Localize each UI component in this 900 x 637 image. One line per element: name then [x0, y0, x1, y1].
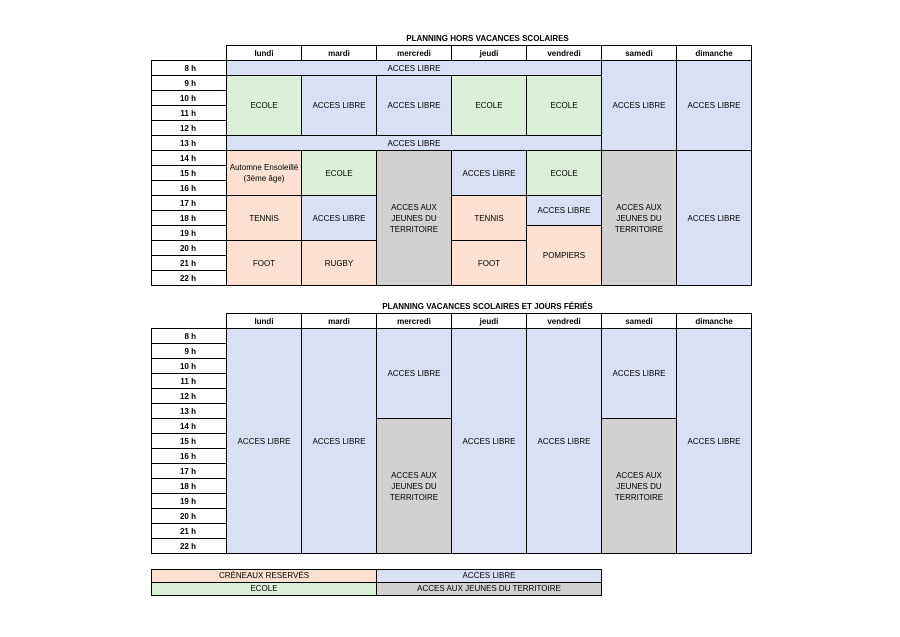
slot-acces-libre: ACCES LIBRE	[227, 61, 602, 76]
day-header-jeudi: jeudi	[452, 314, 527, 329]
hour-label: 14 h	[152, 419, 227, 434]
slot-acces-libre: ACCES LIBRE	[677, 61, 752, 151]
hour-label: 10 h	[152, 91, 227, 106]
slot-reserve: FOOT	[227, 241, 302, 286]
slot-acces-jeunes: ACCES AUX JEUNES DU TERRITOIRE	[602, 151, 677, 286]
hour-label: 12 h	[152, 389, 227, 404]
slot-reserve: RUGBY	[302, 241, 377, 286]
slot-acces-libre: ACCES LIBRE	[377, 76, 452, 136]
hour-label: 11 h	[152, 106, 227, 121]
day-header-dimanche: dimanche	[677, 314, 752, 329]
day-header-mardi: mardi	[302, 314, 377, 329]
day-header-mardi: mardi	[302, 46, 377, 61]
legend	[151, 569, 602, 596]
hour-label: 13 h	[152, 404, 227, 419]
day-header-mercredi: mercredi	[377, 314, 452, 329]
slot-acces-libre: ACCES LIBRE	[452, 329, 527, 554]
slot-acces-libre: ACCES LIBRE	[377, 329, 452, 419]
schedule-hors-vacances	[151, 45, 752, 286]
slot-acces-libre: ACCES LIBRE	[602, 329, 677, 419]
hour-label: 20 h	[152, 509, 227, 524]
slot-reserve: TENNIS	[227, 196, 302, 241]
hour-label: 20 h	[152, 241, 227, 256]
day-header-samedi: samedi	[602, 46, 677, 61]
legend-acces-jeunes: ACCES AUX JEUNES DU TERRITOIRE	[377, 583, 602, 596]
slot-ecole: ECOLE	[227, 76, 302, 136]
title-vacances: PLANNING VACANCES SCOLAIRES ET JOURS FÉRIÉS	[382, 302, 593, 311]
slot-ecole: ECOLE	[302, 151, 377, 196]
legend-ecole: ECOLE	[152, 583, 377, 596]
slot-acces-libre: ACCES LIBRE	[527, 329, 602, 554]
hour-label: 8 h	[152, 61, 227, 76]
day-header-jeudi: jeudi	[452, 46, 527, 61]
hour-label: 19 h	[152, 494, 227, 509]
hour-label: 13 h	[152, 136, 227, 151]
hour-label: 21 h	[152, 524, 227, 539]
slot-ecole: ECOLE	[527, 151, 602, 196]
day-header-lundi: lundi	[227, 46, 302, 61]
slot-reserve: TENNIS	[452, 196, 527, 241]
slot-ecole: ECOLE	[452, 76, 527, 136]
legend-creneaux-reserves: CRÉNEAUX RESERVÉS	[152, 570, 377, 583]
day-header-vendredi: vendredi	[527, 314, 602, 329]
schedule-vacances	[151, 313, 752, 554]
hour-label: 12 h	[152, 121, 227, 136]
legend-acces-libre: ACCES LIBRE	[377, 570, 602, 583]
slot-acces-libre: ACCES LIBRE	[227, 136, 602, 151]
hour-label: 15 h	[152, 166, 227, 181]
hour-label: 18 h	[152, 479, 227, 494]
day-header-samedi: samedi	[602, 314, 677, 329]
slot-acces-libre: ACCES LIBRE	[302, 76, 377, 136]
day-header-lundi: lundi	[227, 314, 302, 329]
title-hors-vacances: PLANNING HORS VACANCES SCOLAIRES	[406, 34, 569, 43]
slot-acces-libre: ACCES LIBRE	[527, 196, 602, 226]
slot-reserve: FOOT	[452, 241, 527, 286]
hour-label: 14 h	[152, 151, 227, 166]
hour-label: 15 h	[152, 434, 227, 449]
slot-acces-libre: ACCES LIBRE	[677, 329, 752, 554]
corner-empty	[152, 46, 227, 61]
slot-ecole: ECOLE	[527, 76, 602, 136]
hour-label: 16 h	[152, 449, 227, 464]
corner-empty	[152, 314, 227, 329]
slot-acces-libre: ACCES LIBRE	[452, 151, 527, 196]
day-header-vendredi: vendredi	[527, 46, 602, 61]
slot-acces-libre: ACCES LIBRE	[677, 151, 752, 286]
hour-label: 17 h	[152, 196, 227, 211]
hour-label: 18 h	[152, 211, 227, 226]
slot-acces-libre: ACCES LIBRE	[227, 329, 302, 554]
day-header-dimanche: dimanche	[677, 46, 752, 61]
slot-acces-jeunes: ACCES AUX JEUNES DU TERRITOIRE	[377, 151, 452, 286]
slot-reserve: Automne Ensoleillé (3ème âge)	[227, 151, 302, 196]
slot-acces-jeunes: ACCES AUX JEUNES DU TERRITOIRE	[377, 419, 452, 554]
slot-acces-libre: ACCES LIBRE	[302, 196, 377, 241]
hour-label: 21 h	[152, 256, 227, 271]
hour-label: 22 h	[152, 271, 227, 286]
day-header-mercredi: mercredi	[377, 46, 452, 61]
hour-label: 11 h	[152, 374, 227, 389]
slot-acces-jeunes: ACCES AUX JEUNES DU TERRITOIRE	[602, 419, 677, 554]
hour-label: 9 h	[152, 344, 227, 359]
hour-label: 16 h	[152, 181, 227, 196]
slot-reserve: POMPIERS	[527, 226, 602, 286]
hour-label: 8 h	[152, 329, 227, 344]
hour-label: 22 h	[152, 539, 227, 554]
hour-label: 17 h	[152, 464, 227, 479]
hour-label: 9 h	[152, 76, 227, 91]
slot-acces-libre: ACCES LIBRE	[602, 61, 677, 151]
hour-label: 10 h	[152, 359, 227, 374]
slot-acces-libre: ACCES LIBRE	[302, 329, 377, 554]
hour-label: 19 h	[152, 226, 227, 241]
